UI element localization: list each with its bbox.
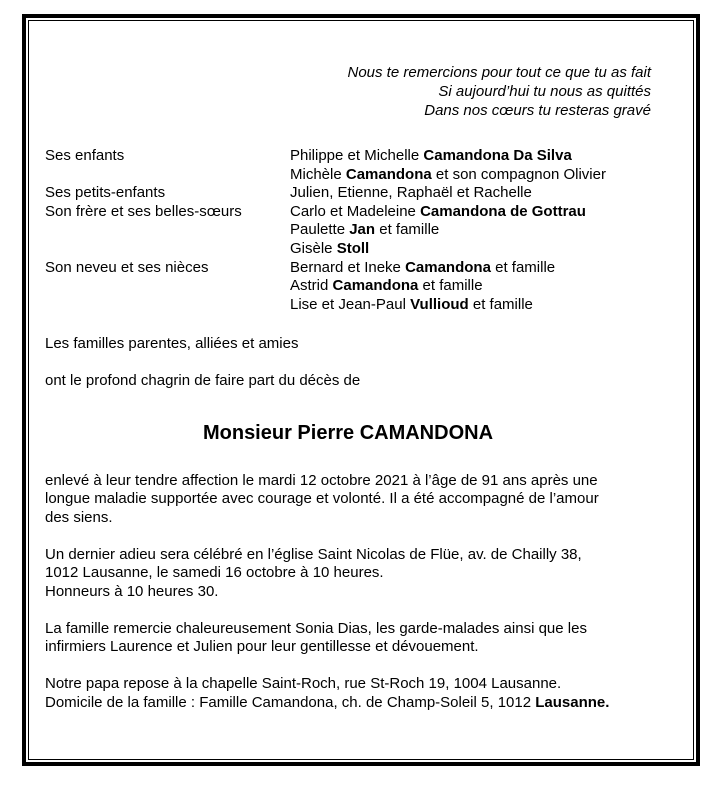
- family-role-label: [45, 221, 290, 240]
- epigraph: [45, 63, 651, 120]
- family-names: Julien, Etienne, Raphaël et Rachelle: [290, 184, 532, 202]
- family-role-label: [45, 277, 290, 296]
- family-list: [45, 147, 651, 314]
- family-names: Carlo et Madeleine Camandona de Gottrau: [290, 202, 586, 220]
- family-names: Astrid Camandona et famille: [290, 277, 483, 295]
- family-row: [45, 203, 651, 222]
- family-role-label: [45, 296, 290, 315]
- family-names: Lise et Jean-Paul Vullioud et famille: [290, 295, 533, 313]
- family-row: [45, 296, 651, 315]
- epigraph-line-2: Si aujourd’hui tu nous as quittés: [438, 83, 651, 100]
- family-names: Paulette Jan et famille: [290, 221, 440, 239]
- intro-announcement-line: ont le profond chagrin de faire part du décès de: [45, 372, 361, 390]
- family-role-label: Son frère et ses belles-sœurs: [45, 202, 242, 220]
- family-row: [45, 166, 651, 185]
- family-row: [45, 240, 651, 259]
- obituary-content: [45, 21, 651, 759]
- family-row: [45, 277, 651, 296]
- paragraph-resting-place: Notre papa repose à la chapelle Saint-Roch, rue St-Roch 19, 1004 Lausanne. Domicile de la famille : Famille Camandona, ch. de Champ-Soleil 5, 1012 Lausanne.: [45, 675, 610, 711]
- intro-families-line: Les familles parentes, alliées et amies: [45, 335, 299, 353]
- paragraph-thanks: La famille remercie chaleureusement Sonia Dias, les garde-malades ainsi que les infirmiers Laurence et Julien pour leur gentillesse et dévouement.: [45, 619, 587, 656]
- family-row: [45, 147, 651, 166]
- family-names: Michèle Camandona et son compagnon Olivier: [290, 165, 606, 183]
- family-row: [45, 221, 651, 240]
- family-row: [45, 184, 651, 203]
- family-role-label: [45, 166, 290, 185]
- family-names: Gisèle Stoll: [290, 239, 370, 257]
- family-role-label: [45, 240, 290, 259]
- epigraph-line-3: Dans nos cœurs tu resteras gravé: [424, 102, 651, 119]
- family-names: Philippe et Michelle Camandona Da Silva: [290, 147, 572, 164]
- obituary-card-inner-border: [28, 20, 694, 760]
- epigraph-line-1: Nous te remercions pour tout ce que tu as fait: [347, 64, 651, 81]
- deceased-name-title: Monsieur Pierre CAMANDONA: [202, 421, 494, 444]
- family-role-label: Ses enfants: [45, 147, 125, 164]
- family-role-label: Ses petits-enfants: [45, 184, 166, 202]
- paragraph-death-announcement: enlevé à leur tendre affection le mardi 12 octobre 2021 à l’âge de 91 ans après une longue maladie supportée avec courage et volonté. Il a été accompagné de l’amour des siens.: [45, 471, 599, 526]
- paragraph-funeral-service: Un dernier adieu sera célébré en l’église Saint Nicolas de Flüe, av. de Chailly 38, 1012 Lausanne, le samedi 16 octobre à 10 heures. Honneurs à 10 heures 30.: [45, 545, 582, 600]
- family-names: Bernard et Ineke Camandona et famille: [290, 258, 556, 276]
- obituary-card-frame: [22, 14, 700, 766]
- family-row: [45, 259, 651, 278]
- family-role-label: Son neveu et ses nièces: [45, 258, 209, 276]
